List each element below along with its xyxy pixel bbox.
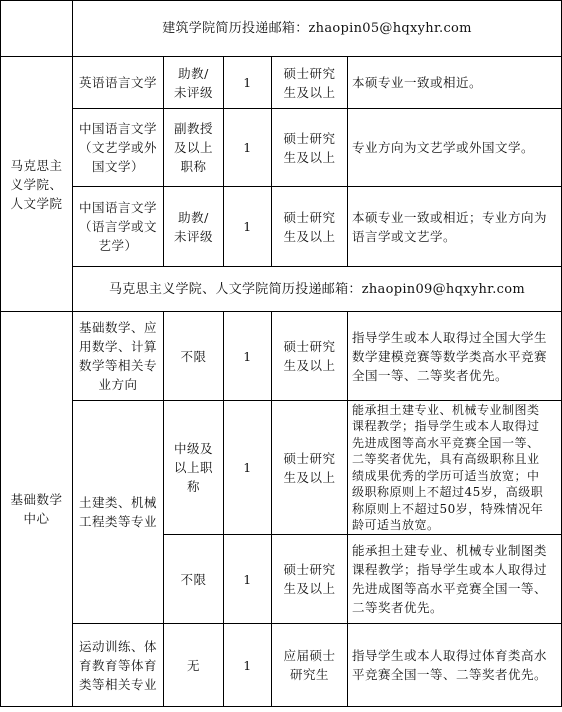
title-cell: 助教/ 未评级 <box>173 65 213 100</box>
requirement-cell: 指导学生或本人取得过全国大学生 数学建模竞赛等数学类高水平竞赛 全国一等、二等奖者优先。 <box>352 329 548 383</box>
education-cell: 硕士研究 生及以上 <box>283 130 336 165</box>
title-cell: 不限 <box>180 348 207 364</box>
requirement-cell: 专业方向为文艺学或外国文学。 <box>352 140 535 155</box>
count-cell: 1 <box>243 571 252 587</box>
title-cell: 副教授 及以上 职称 <box>173 121 213 174</box>
count-cell: 1 <box>243 219 252 234</box>
email-line: 建筑学院简历投递邮箱：zhaopin05@hqxyhr.com <box>162 21 472 36</box>
requirement-cell: 本硕专业一致或相近；专业方向为 语言学或文艺学。 <box>352 209 548 244</box>
major-cell: 运动训练、体 育教育等体育 类等相关专业 <box>78 638 157 692</box>
major-cell: 中国语言文学 （文艺学或外 国文学） <box>78 121 157 174</box>
education-cell: 硕士研究 生及以上 <box>283 450 336 485</box>
major-cell: 英语语言文学 <box>78 75 157 90</box>
count-cell: 1 <box>243 75 252 90</box>
row-divider <box>0 706 562 707</box>
count-cell: 1 <box>243 348 252 364</box>
requirement-cell: 能承担土建专业、机械专业制图类 课程教学；指导学生或本人取得过 先进成图等高水平竞赛全国一等、 二等奖者优先，具有高级职称且业 绩成果优秀的学历可适当放宽；中 级职称原则上不超过45岁，高级职 称原则上不超过50岁，特殊情况年 龄可适当放宽。 <box>352 402 544 532</box>
major-cell: 基础数学、应 用数学、计算 数学等相关专 业方向 <box>78 320 157 392</box>
major-cell: 土建类、机械 工程类等专业 <box>78 495 157 529</box>
requirement-cell: 能承担土建专业、机械专业制图类 课程教学；指导学生或本人取得过 先进成图等高水平竞赛全国一等、 二等奖者优先。 <box>352 543 548 615</box>
education-cell: 硕士研究 生及以上 <box>283 339 336 373</box>
education-cell: 硕士研究 生及以上 <box>283 209 336 244</box>
education-cell: 应届硕士 研究生 <box>283 648 336 682</box>
count-cell: 1 <box>243 657 252 673</box>
email-line: 马克思主义学院、人文学院简历投递邮箱：zhaopin09@hqxyhr.com <box>109 281 525 297</box>
requirement-cell: 本硕专业一致或相近。 <box>352 75 483 90</box>
title-cell: 无 <box>186 657 200 673</box>
count-cell: 1 <box>243 460 252 475</box>
education-cell: 硕士研究 生及以上 <box>283 562 336 596</box>
title-cell: 中级及 以上职 称 <box>173 441 213 494</box>
requirement-cell: 指导学生或本人取得过体育类高水 平竞赛全国一等、二等奖者优先。 <box>352 648 548 682</box>
title-cell: 不限 <box>180 571 207 587</box>
title-cell: 助教/ 未评级 <box>173 209 213 244</box>
department-cell: 基础数学 中心 <box>10 492 63 526</box>
department-cell: 马克思主 义学院、 人文学院 <box>10 157 63 211</box>
education-cell: 硕士研究 生及以上 <box>283 65 336 100</box>
count-cell: 1 <box>243 140 252 155</box>
major-cell: 中国语言文学 （语言学或文 艺学） <box>78 200 157 253</box>
